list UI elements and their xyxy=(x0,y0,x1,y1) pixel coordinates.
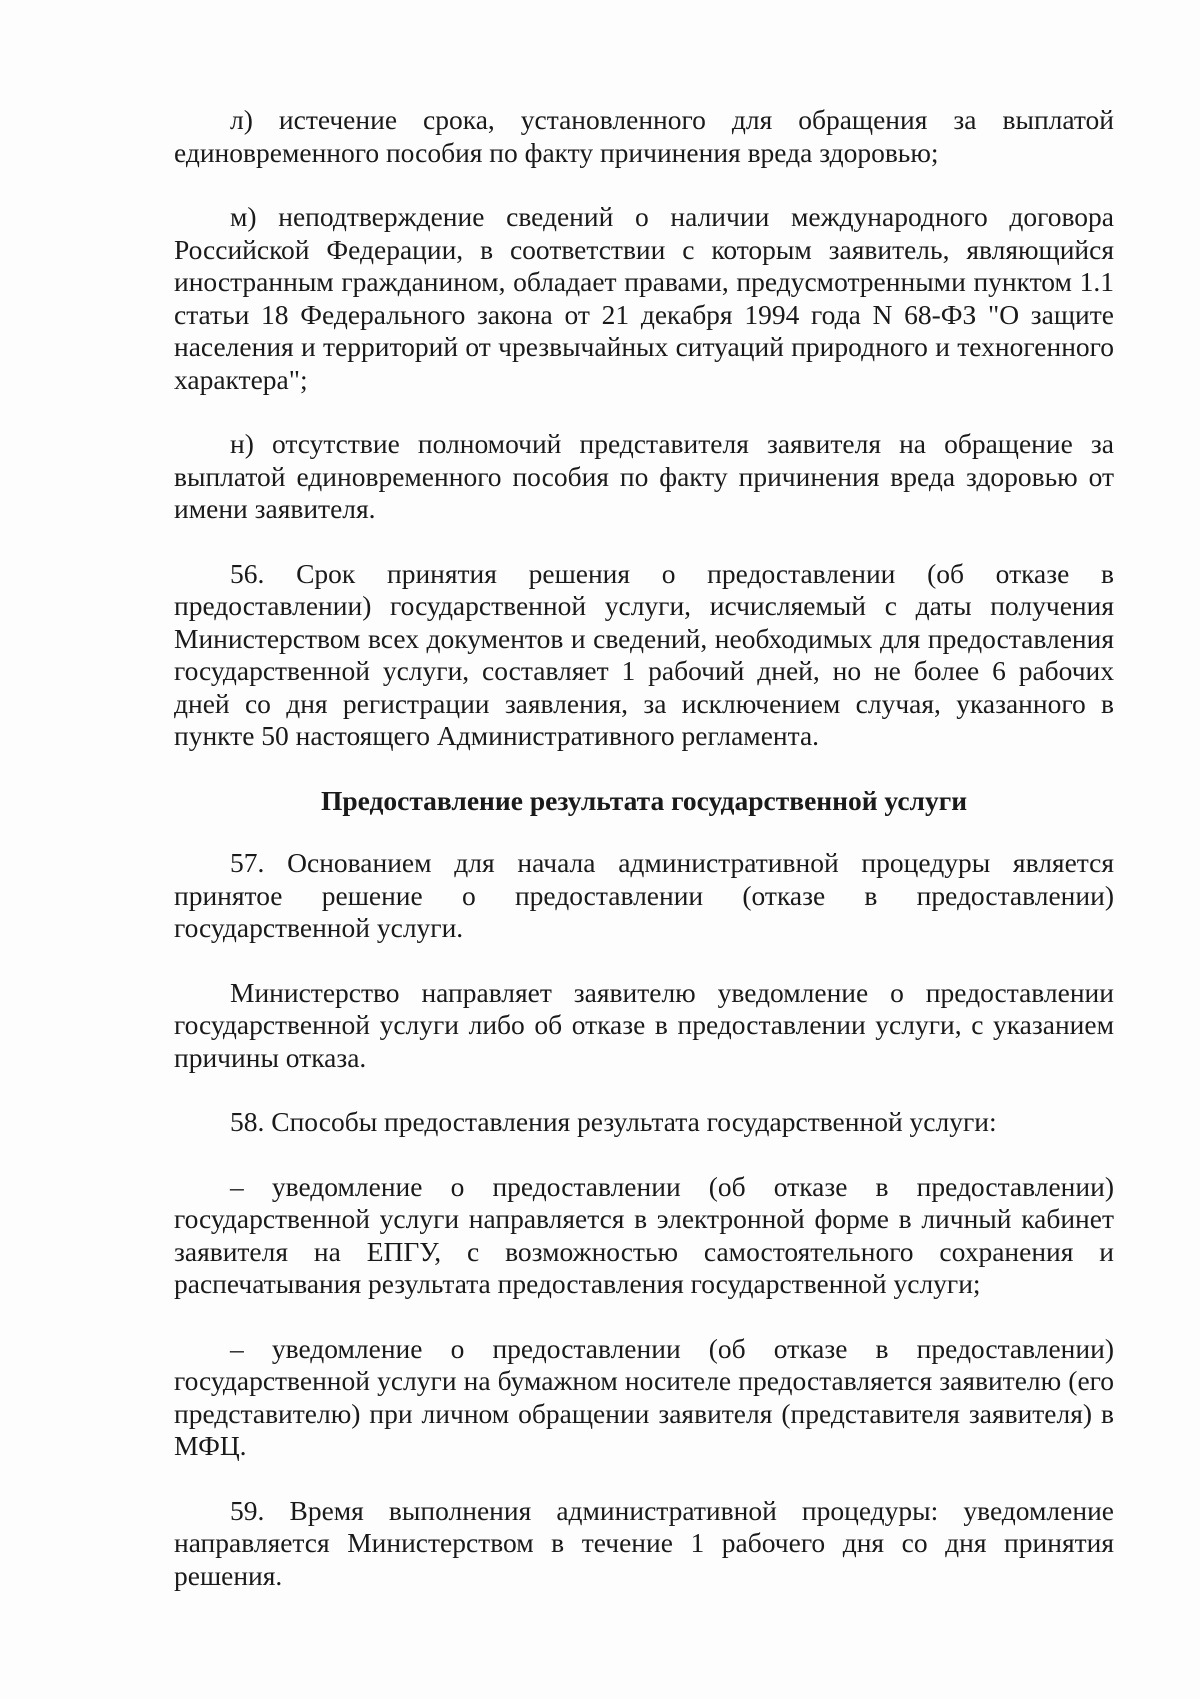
paragraph-m: м) неподтверждение сведений о наличии международного договора Российской Федерации, в соответствии с которым заявитель, являющийся иностранным гражданином, обладает правами, предусмотренными пунктом 1.1 статьи 18 Федерального закона от 21 декабря 1994 года N 68-ФЗ "О защите населения и территорий от чрезвычайных ситуаций природного и техногенного характера"; xyxy=(174,201,1114,395)
paragraph-57: 57. Основанием для начала административной процедуры является принятое решение о предоставлении (отказе в предоставлении) государственной услуги. xyxy=(174,847,1114,943)
paragraph-58: 58. Способы предоставления результата государственной услуги: xyxy=(230,1106,997,1137)
list-item-mfc: – уведомление о предоставлении (об отказе в предоставлении) государственной услуги на бумажном носителе предоставляется заявителю (его представителю) при личном обращении заявителя (представителя заявителя) в МФЦ. xyxy=(174,1332,1114,1461)
paragraph-56: 56. Срок принятия решения о предоставлении (об отказе в предоставлении) государственной услуги, исчисляемый с даты получения Министерством всех документов и сведений, необходимых для предоставления государственной услуги, составляет 1 рабочий дней, но не более 6 рабочих дней со дня регистрации заявления, за исключением случая, указанного в пункте 50 настоящего Административного регламента. xyxy=(174,557,1114,751)
list-item-epgu: – уведомление о предоставлении (об отказе в предоставлении) государственной услуги направляется в электронной форме в личный кабинет заявителя на ЕПГУ, с возможностью самостоятельного сохранения и распечатывания результата предоставления государственной услуги; xyxy=(174,1170,1114,1299)
paragraph-59: 59. Время выполнения административной процедуры: уведомление направляется Министерством в течение 1 рабочего дня со дня принятия решения. xyxy=(174,1494,1114,1591)
section-heading: Предоставление результата государственной услуги xyxy=(320,784,968,816)
paragraph-n: н) отсутствие полномочий представителя заявителя на обращение за выплатой единовременного пособия по факту причинения вреда здоровью от имени заявителя. xyxy=(174,428,1114,524)
paragraph-ministry-notice: Министерство направляет заявителю уведомление о предоставлении государственной услуги либо об отказе в предоставлении услуги, с указанием причины отказа. xyxy=(174,976,1114,1073)
document-body xyxy=(174,104,1114,1624)
paragraph-l: л) истечение срока, установленного для обращения за выплатой единовременного пособия по факту причинения вреда здоровью; xyxy=(174,104,1114,168)
